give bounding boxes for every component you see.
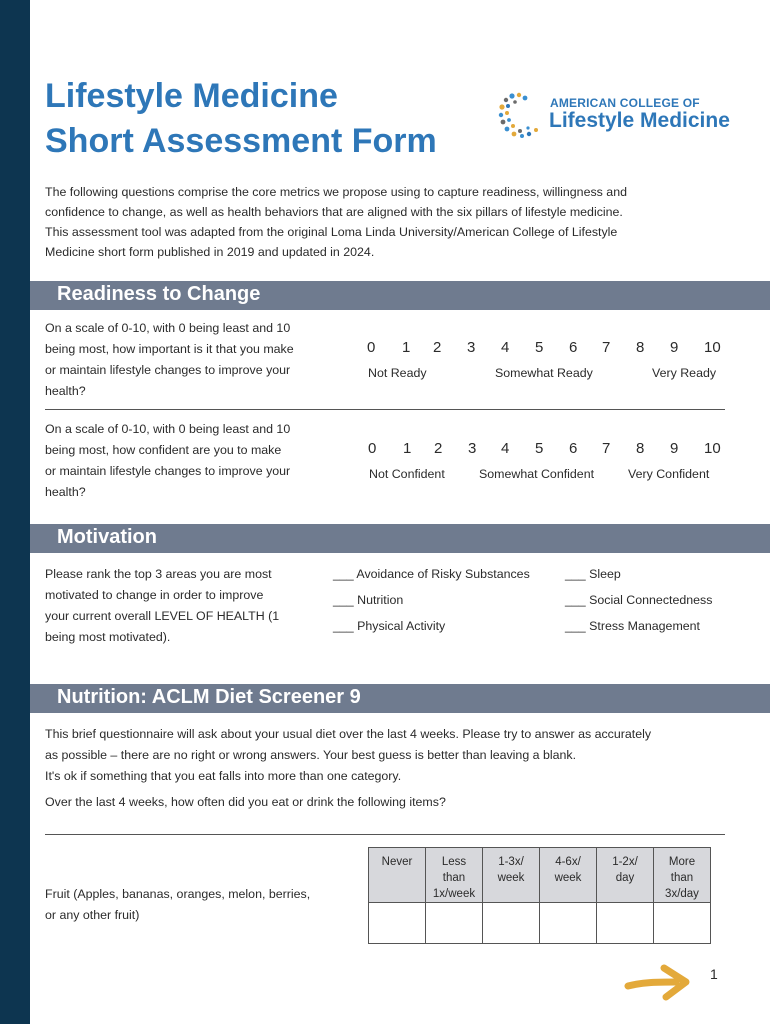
confidence-scale [365, 440, 725, 487]
frequency-table [368, 847, 711, 944]
scale-option-2[interactable]: 2 [433, 339, 442, 356]
question-line: health? [45, 384, 86, 398]
question-line: being most motivated). [45, 630, 171, 644]
answer-cell-never[interactable] [369, 903, 426, 944]
header-line: 1x/week [432, 888, 476, 900]
header-line: 4-6x/ [555, 856, 581, 868]
question-line: On a scale of 0-10, with 0 being least and 10 [45, 422, 291, 436]
scale-anchor-labels [365, 467, 725, 487]
importance-scale [365, 339, 725, 386]
answer-cell-1-2-daily[interactable] [597, 903, 654, 944]
question-line: Please rank the top 3 areas you are most [45, 567, 272, 581]
page-title [45, 74, 437, 164]
item-line: or any other fruit) [45, 908, 140, 922]
scale-numbers [365, 440, 725, 462]
question-line: being most, how important is it that you make [45, 342, 294, 356]
nutrition-question: Over the last 4 weeks, how often did you eat or drink the following items? [45, 795, 446, 809]
logo-dots-icon [498, 90, 546, 138]
intro-line: This assessment tool was adapted from the original Loma Linda University/American College of Lifestyle [45, 225, 618, 239]
scale-option-3[interactable]: 3 [468, 440, 477, 457]
scale-option-6[interactable]: 6 [569, 440, 578, 457]
section-header-nutrition [30, 684, 770, 713]
scale-option-0[interactable]: 0 [367, 339, 376, 356]
scale-option-9[interactable]: 9 [670, 339, 679, 356]
scale-option-4[interactable]: 4 [501, 339, 510, 356]
header-line: day [615, 872, 635, 884]
question-line: On a scale of 0-10, with 0 being least and 10 [45, 321, 291, 335]
scale-option-2[interactable]: 2 [434, 440, 443, 457]
header-line: week [554, 872, 582, 884]
scale-option-0[interactable]: 0 [368, 440, 377, 457]
rank-option-risky-substances[interactable]: ___ Avoidance of Risky Substances [333, 567, 530, 581]
rank-option-sleep[interactable]: ___ Sleep [565, 567, 621, 581]
motivation-question [45, 564, 335, 648]
fruit-item-label [45, 884, 345, 926]
title-line-1: Lifestyle Medicine [45, 77, 338, 115]
nutrition-intro [45, 724, 735, 787]
rank-option-social-connectedness[interactable]: ___ Social Connectedness [565, 593, 713, 607]
header-line: week [497, 872, 525, 884]
question-line: health? [45, 485, 86, 499]
rank-option-nutrition[interactable]: ___ Nutrition [333, 593, 404, 607]
scale-option-10[interactable]: 10 [704, 440, 721, 457]
frequency-header-row [369, 848, 711, 903]
nutrition-intro-line: This brief questionnaire will ask about your usual diet over the last 4 weeks. Please try to answer as accurately [45, 727, 652, 741]
scale-option-1[interactable]: 1 [403, 440, 412, 457]
importance-question [45, 318, 335, 402]
section-header-motivation [30, 524, 770, 553]
intro-line: The following questions comprise the core metrics we propose using to capture readiness, willingness and [45, 185, 627, 199]
side-accent-bar [0, 0, 30, 1024]
fruit-answer-row [369, 903, 711, 944]
scale-mid-label: Somewhat Ready [495, 366, 593, 380]
scale-option-7[interactable]: 7 [602, 440, 611, 457]
scale-option-6[interactable]: 6 [569, 339, 578, 356]
scale-high-label: Very Confident [628, 467, 710, 481]
section-title: Nutrition: ACLM Diet Screener 9 [57, 686, 361, 708]
header-line: More [668, 856, 696, 868]
section-header-readiness [30, 281, 770, 310]
aclm-logo [498, 90, 738, 138]
question-line: or maintain lifestyle changes to improve your [45, 363, 291, 377]
intro-line: Medicine short form published in 2019 and updated in 2024. [45, 245, 375, 259]
question-line: motivated to change in order to improve [45, 588, 264, 602]
scale-low-label: Not Confident [369, 467, 445, 481]
rank-option-stress-management[interactable]: ___ Stress Management [565, 619, 700, 633]
scale-option-8[interactable]: 8 [636, 440, 645, 457]
question-line: or maintain lifestyle changes to improve your [45, 464, 291, 478]
scale-option-9[interactable]: 9 [670, 440, 679, 457]
column-header-less-than-weekly [426, 848, 483, 903]
nutrition-intro-line: It's ok if something that you eat falls into more than one category. [45, 769, 402, 783]
question-line: your current overall LEVEL OF HEALTH (1 [45, 609, 280, 623]
scale-option-7[interactable]: 7 [602, 339, 611, 356]
header-line: than [442, 872, 466, 884]
answer-cell-4-6-weekly[interactable] [540, 903, 597, 944]
answer-cell-more-than-3-daily[interactable] [654, 903, 711, 944]
next-page-arrow-icon[interactable] [624, 960, 694, 1002]
column-header-1-2-daily [597, 848, 654, 903]
question-line: being most, how confident are you to make [45, 443, 282, 457]
scale-option-5[interactable]: 5 [535, 339, 544, 356]
logo-text-line-2: Lifestyle Medicine [549, 109, 730, 132]
scale-low-label: Not Ready [368, 366, 427, 380]
intro-line: confidence to change, as well as health behaviors that are aligned with the six pillars of lifestyle medicine. [45, 205, 623, 219]
page-number: 1 [710, 966, 718, 982]
item-line: Fruit (Apples, bananas, oranges, melon, berries, [45, 887, 311, 901]
section-title: Motivation [57, 526, 157, 548]
nutrition-divider [45, 834, 725, 835]
scale-option-8[interactable]: 8 [636, 339, 645, 356]
header-line: than [670, 872, 694, 884]
header-line: 3x/day [665, 888, 699, 900]
intro-paragraph [45, 182, 715, 262]
confidence-question [45, 419, 335, 503]
answer-cell-less-than-weekly[interactable] [426, 903, 483, 944]
section-title: Readiness to Change [57, 283, 261, 305]
column-header-never [369, 848, 426, 903]
scale-option-3[interactable]: 3 [467, 339, 476, 356]
scale-option-5[interactable]: 5 [535, 440, 544, 457]
column-header-more-than-3-daily [654, 848, 711, 903]
scale-numbers [365, 339, 725, 361]
answer-cell-1-3-weekly[interactable] [483, 903, 540, 944]
rank-option-physical-activity[interactable]: ___ Physical Activity [333, 619, 446, 633]
scale-option-1[interactable]: 1 [402, 339, 411, 356]
header-line: 1-3x/ [498, 856, 524, 868]
header-line: 1-2x/ [612, 856, 638, 868]
scale-option-10[interactable]: 10 [704, 339, 721, 356]
scale-anchor-labels [365, 366, 725, 386]
column-header-4-6-weekly [540, 848, 597, 903]
title-line-2: Short Assessment Form [45, 122, 437, 160]
header-line: Less [441, 856, 467, 868]
scale-mid-label: Somewhat Confident [479, 467, 595, 481]
scale-option-4[interactable]: 4 [501, 440, 510, 457]
nutrition-intro-line: as possible – there are no right or wrong answers. Your best guess is better than leaving a blank. [45, 748, 577, 762]
question-divider [45, 409, 725, 410]
scale-high-label: Very Ready [652, 366, 717, 380]
header-line: Never [381, 856, 413, 868]
column-header-1-3-weekly [483, 848, 540, 903]
logo-text-line-1: AMERICAN COLLEGE OF [550, 96, 700, 110]
